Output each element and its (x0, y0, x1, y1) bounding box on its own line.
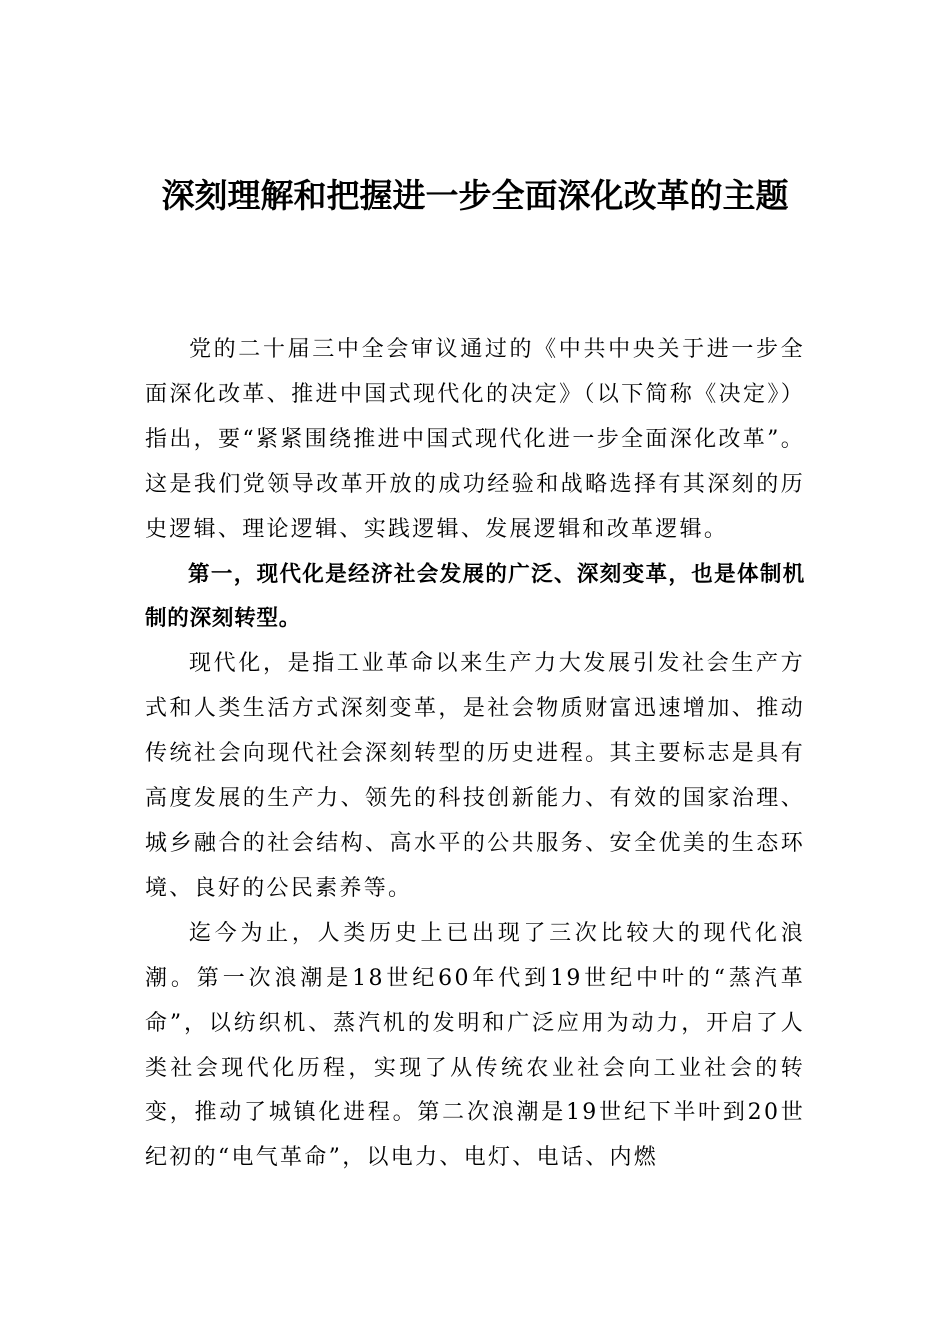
document-title: 深刻理解和把握进一步全面深化改革的主题 (161, 176, 789, 215)
paragraph-intro: 党的二十届三中全会审议通过的《中共中央关于进一步全面深化改革、推进中国式现代化的决定》（以下简称《决定》）指出，要“紧紧围绕推进中国式现代化进一步全面深化改革”。这是我们党领导改革开放的成功经验和战略选择有其深刻的历史逻辑、理论逻辑、实践逻辑、发展逻辑和改革逻辑。 (145, 337, 805, 542)
document-body (145, 328, 805, 1181)
paragraph-modernization-definition: 现代化，是指工业革命以来生产力大发展引发社会生产方式和人类生活方式深刻变革，是社会物质财富迅速增加、推动传统社会向现代社会深刻转型的历史进程。其主要标志是具有高度发展的生产力、领先的科技创新能力、有效的国家治理、城乡融合的社会结构、高水平的公共服务、安全优美的生态环境、良好的公民素养等。 (145, 651, 805, 901)
paragraph-modernization-waves: 迄今为止，人类历史上已出现了三次比较大的现代化浪潮。第一次浪潮是18世纪60年代到19世纪中叶的“蒸汽革命”，以纺织机、蒸汽机的发明和广泛应用为动力，开启了人类社会现代化历程，实现了从传统农业社会向工业社会的转变，推动了城镇化进程。第二次浪潮是19世纪下半叶到20世纪初的“电气革命”，以电力、电灯、电话、内燃 (145, 920, 805, 1171)
section-heading-first: 第一，现代化是经济社会发展的广泛、深刻变革，也是体制机制的深刻转型。 (145, 561, 805, 632)
